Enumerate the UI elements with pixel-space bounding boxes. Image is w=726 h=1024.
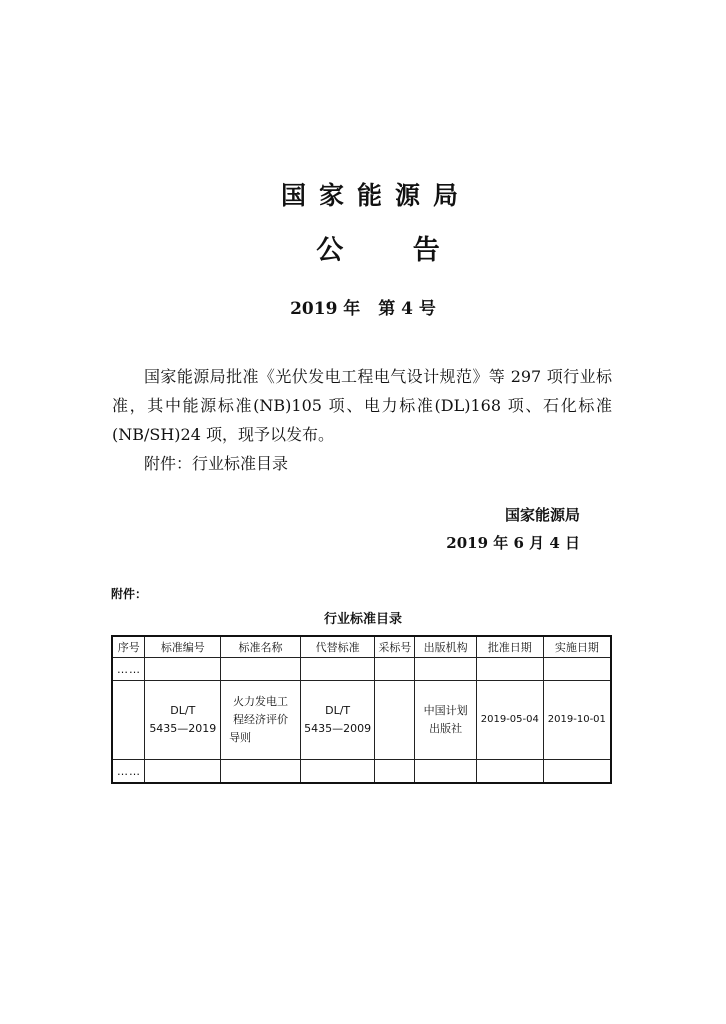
header-cell: 序号 <box>112 636 145 658</box>
standard-code-cell: DL/T 5435—2019 <box>145 681 221 760</box>
header-cell: 标准名称 <box>221 636 301 658</box>
header-cell: 出版机构 <box>415 636 477 658</box>
table-row <box>112 681 611 760</box>
ellipsis-cell: …… <box>112 760 145 784</box>
replaced-standard-cell: DL/T 5435—2009 <box>300 681 375 760</box>
appendix-table-title: 行业标准目录 <box>323 612 402 627</box>
signature-date: 2019 年 6 月 4 日 <box>446 534 580 552</box>
table-header-row <box>112 636 611 658</box>
header-cell: 批准日期 <box>476 636 543 658</box>
header-cell: 代替标准 <box>300 636 375 658</box>
publisher-cell: 中国计划 出版社 <box>415 681 477 760</box>
document-type-title: 公 告 <box>316 235 470 266</box>
ellipsis-cell: …… <box>112 658 145 681</box>
announcement-body <box>112 362 612 478</box>
announcement-paragraph: 国家能源局批准《光伏发电工程电气设计规范》等 297 项行业标准，其中能源标准(NB)105 项、电力标准(DL)168 项、石化标准(NB/SH)24 项，现予以发布。 <box>112 367 612 444</box>
header-cell: 标准编号 <box>145 636 221 658</box>
announcement-issue: 第 4 号 <box>378 299 436 319</box>
appendix-label: 附件： <box>111 587 148 601</box>
attachment-reference: 附件：行业标准目录 <box>144 454 289 473</box>
signature-organization: 国家能源局 <box>504 506 580 524</box>
header-cell: 实施日期 <box>543 636 611 658</box>
announcement-number <box>0 294 726 319</box>
adopted-standard-cell <box>375 681 415 760</box>
standards-table <box>111 635 612 784</box>
table-row-ellipsis <box>112 760 611 784</box>
issuing-authority-title: 国家能源局 <box>280 181 471 210</box>
table-row-ellipsis <box>112 658 611 681</box>
standard-name-cell: 火力发电工 程经济评价 导则 <box>221 681 301 760</box>
approval-date-cell: 2019-05-04 <box>476 681 543 760</box>
announcement-year: 2019 年 <box>290 299 361 319</box>
effective-date-cell: 2019-10-01 <box>543 681 611 760</box>
header-cell: 采标号 <box>375 636 415 658</box>
